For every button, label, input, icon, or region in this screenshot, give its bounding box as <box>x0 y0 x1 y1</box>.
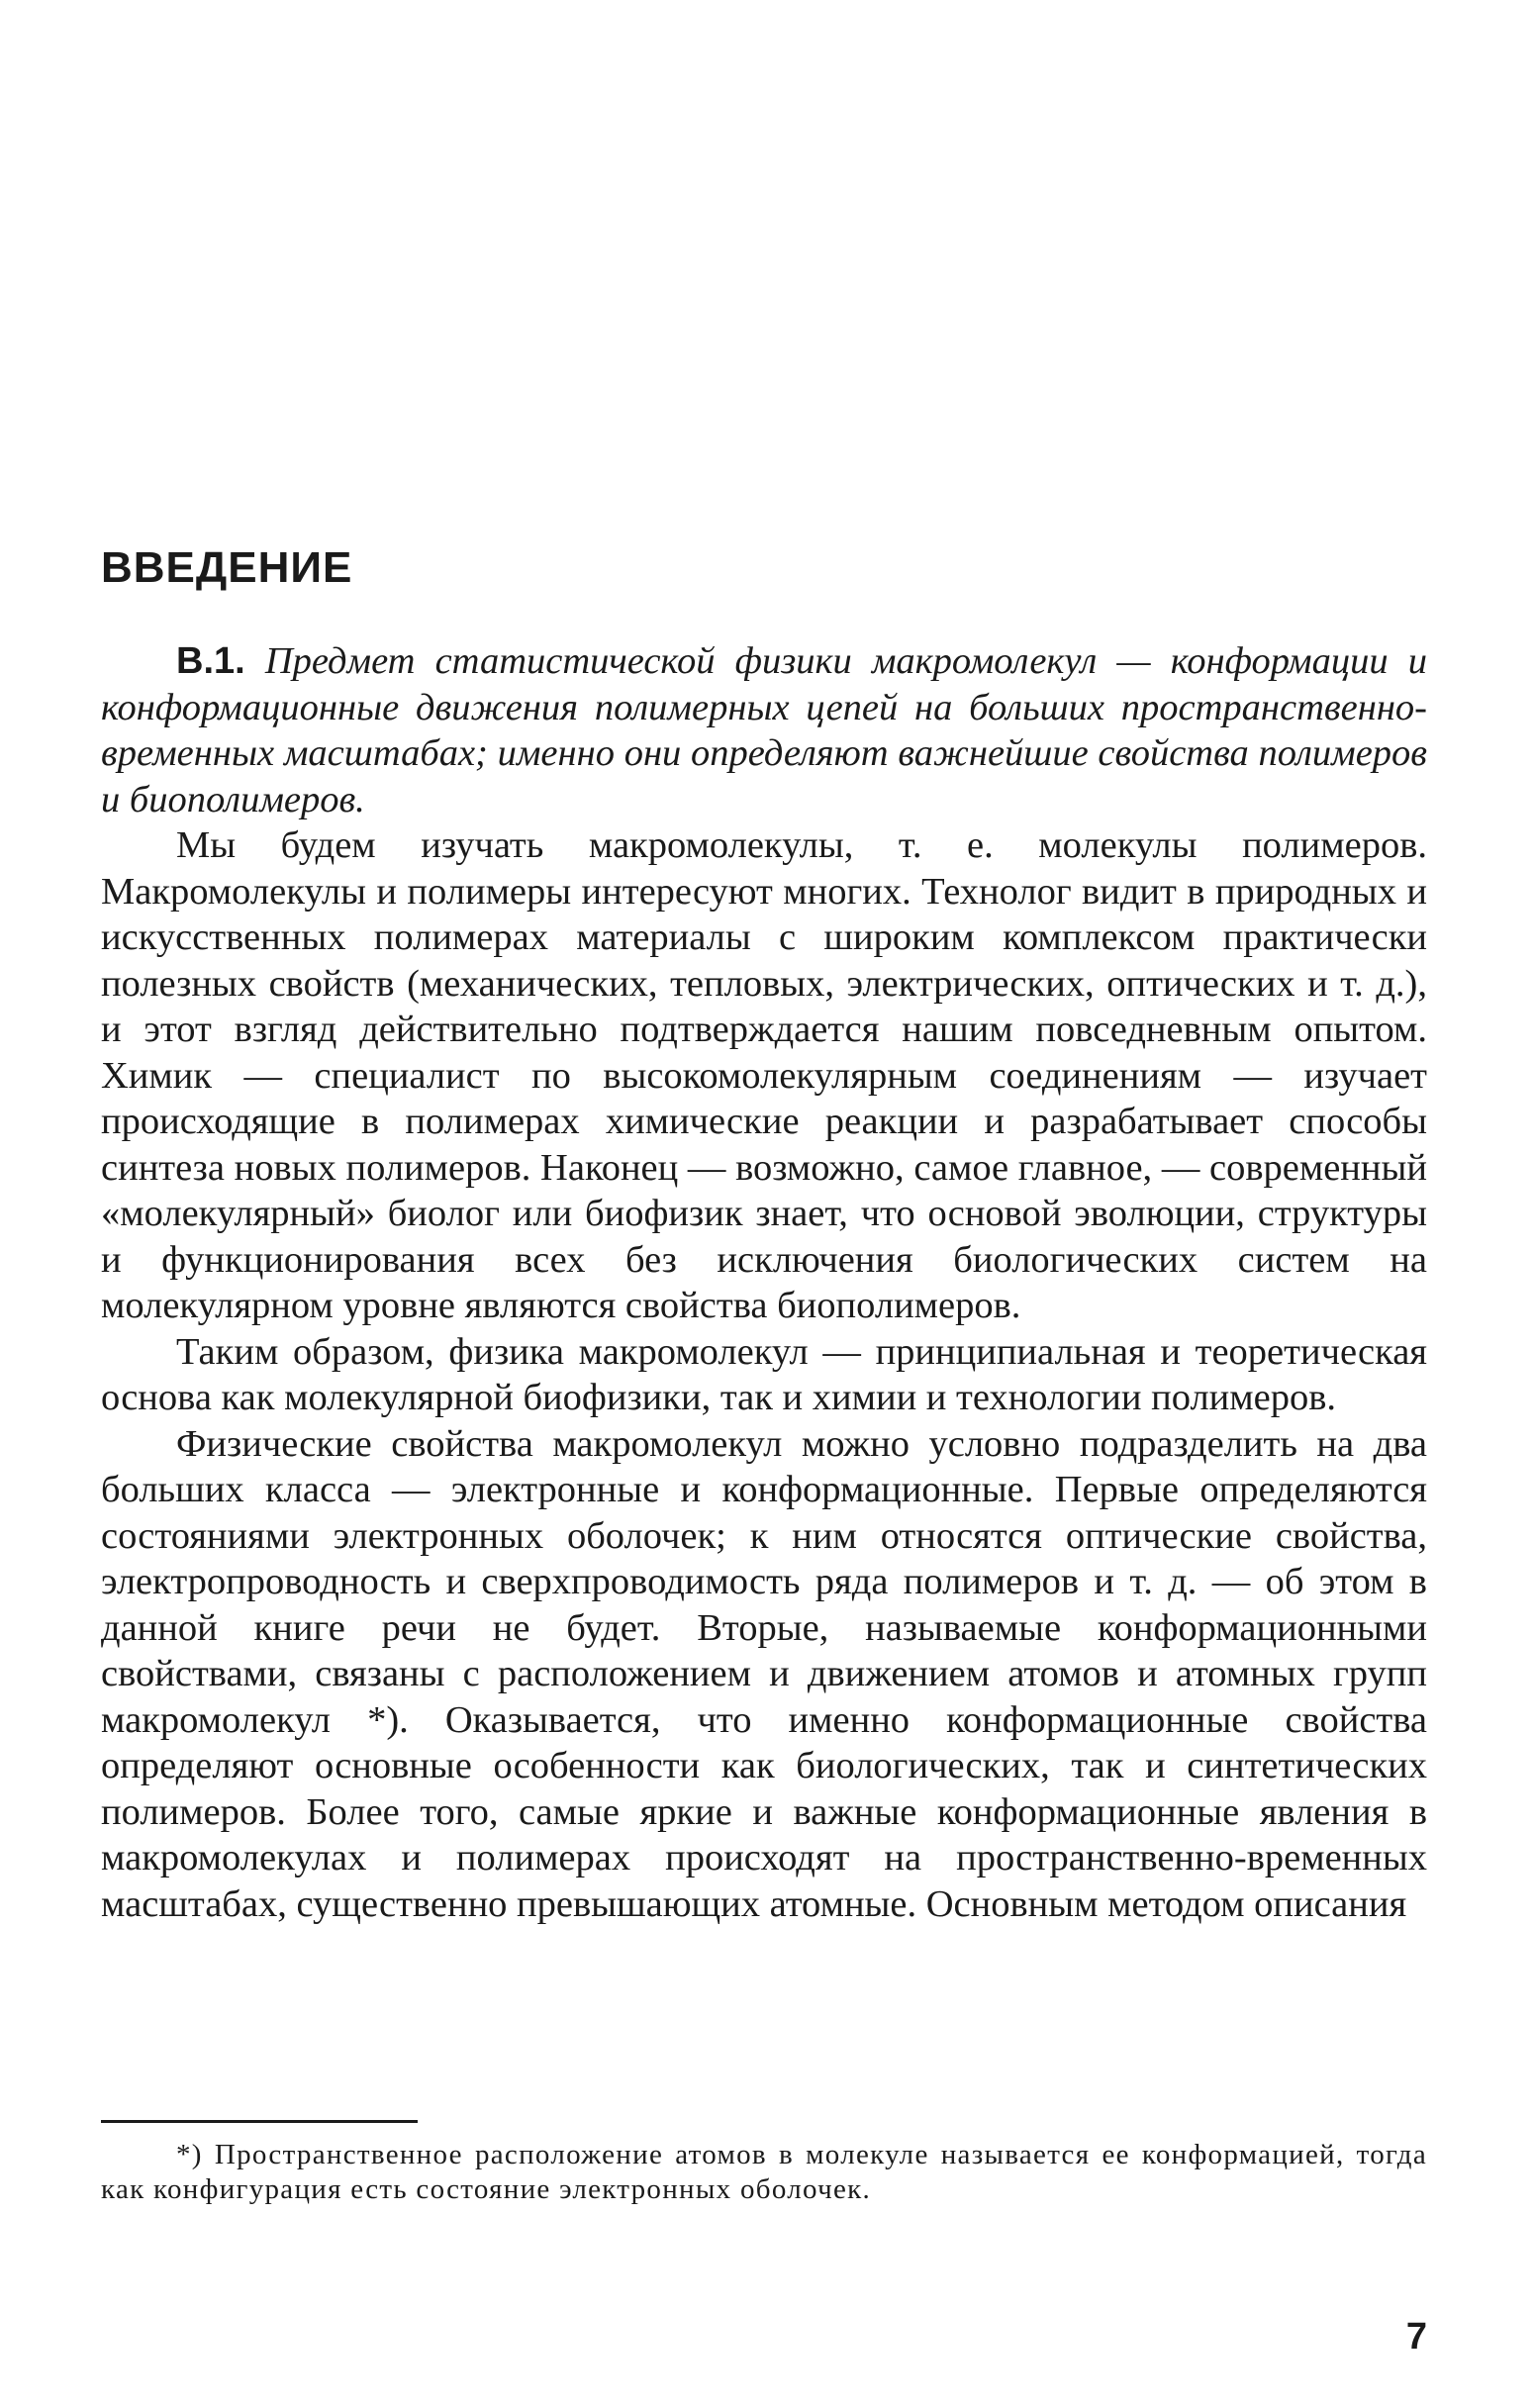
paragraph: Таким образом, физика макромолекул — принципиальная и теоретическая основа как молекулярной биофизики, так и химии и технологии полимеров. <box>101 1330 1427 1418</box>
paragraph: Физические свойства макромолекул можно условно подразделить на два больших класса — электронные и конформационные. Первые определяются состояниями электронных оболочек; к ним относятся оптические свойства, электропроводность и сверхпроводимость ряда полимеров и т. д. — об этом в данной книге речи не будет. Вторые, называемые конформационными свойствами, связаны с расположением и движением атомов и атомных групп макромолекул *). Оказывается, что именно конформационные свойства определяют основные особенности как биологических, так и синтетических полимеров. Более того, самые яркие и важные конформационные явления в макромолекулах и полимерах происходят на пространственно-временных масштабах, существенно превышающих атомные. Основным методом описания <box>101 1422 1427 1925</box>
section-lead-paragraph <box>101 638 1427 822</box>
body-text <box>101 638 1427 1927</box>
book-page <box>101 0 1427 2408</box>
paragraph: Мы будем изучать макромолекулы, т. е. молекулы полимеров. Макромолекулы и полимеры интересуют многих. Технолог видит в природных и искусственных полимерах материалы с широким комплексом практически полезных свойств (механических, тепловых, электрических, оптических и т. д.), и этот взгляд действительно подтверждается нашим повседневным опытом. Химик — специалист по высокомолекулярным соединениям — изучает происходящие в полимерах химические реакции и разрабатывает способы синтеза новых полимеров. Наконец — возможно, самое главное, — современный «молекулярный» биолог или биофизик знает, что основой эволюции, структуры и функционирования всех без исключения биологических систем на молекулярном уровне являются свойства биополимеров. <box>101 824 1427 1326</box>
section-number: В.1. <box>176 640 245 682</box>
section-lead-text: Предмет статистической физики макромолекул — конформации и конформационные движения полимерных цепей на больших пространственно-временных масштабах; именно они определяют важнейшие свойства полимеров и биополимеров. <box>101 640 1428 820</box>
page-number: 7 <box>1405 2316 1427 2358</box>
chapter-title: ВВЕДЕНИЕ <box>101 543 353 592</box>
footnote: *) Пространственное расположение атомов в молекуле называется ее конформацией, тогда как конфигурация есть состояние электронных оболочек. <box>101 2139 1427 2205</box>
footnote-divider <box>101 2120 418 2123</box>
